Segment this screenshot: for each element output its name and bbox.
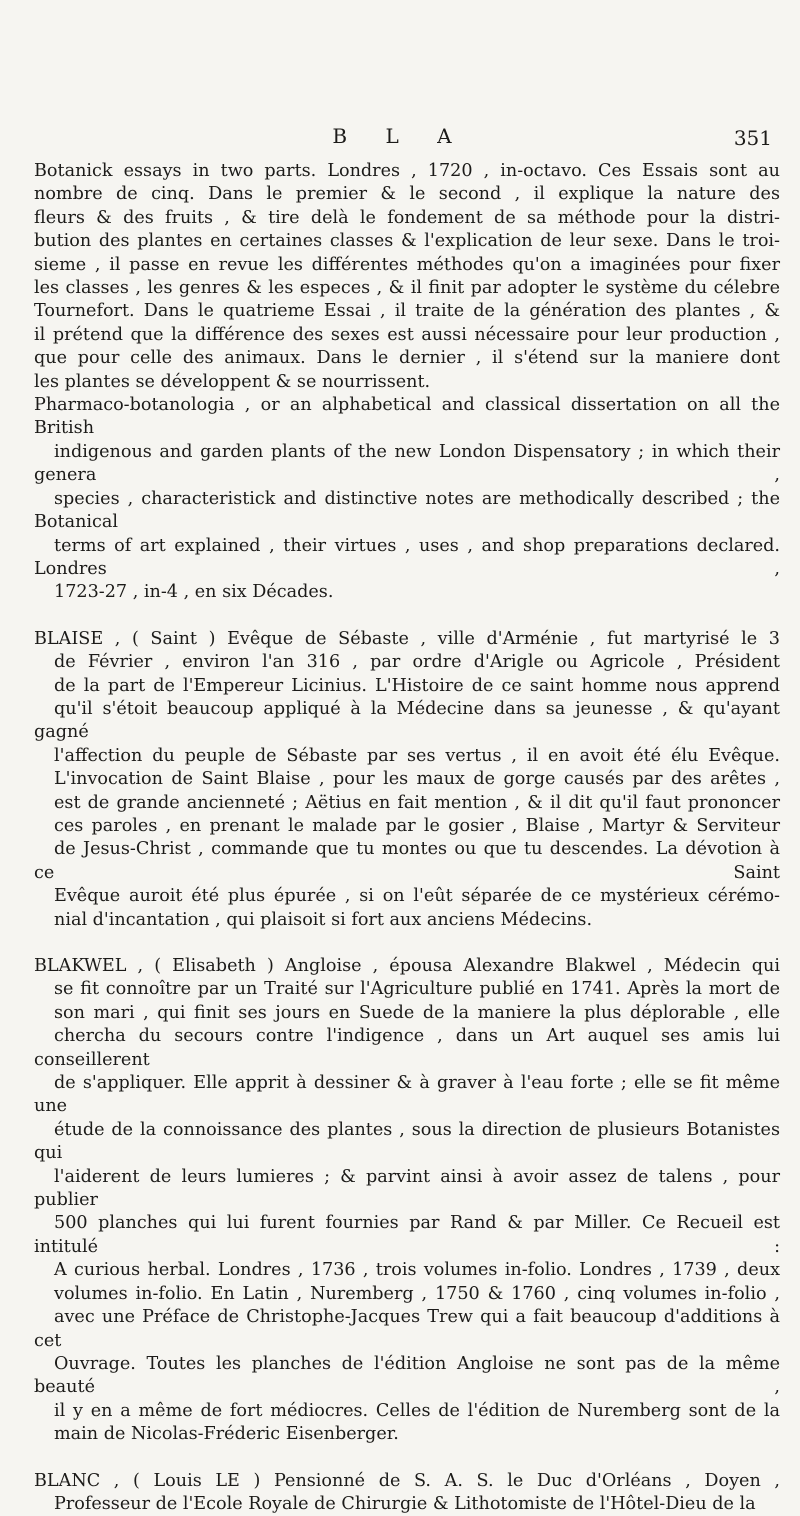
body-text (34, 160, 780, 1516)
text-line: Botanick essays in two parts. Londres , 1720 , in-octavo. Ces Essais sont au (34, 161, 780, 181)
entry-blanc (34, 1470, 780, 1516)
text-line: Evêque auroit été plus épurée , si on l'eût séparée de ce mystérieux cérémo- (54, 886, 780, 907)
text-line: BLAKWEL , ( Elisabeth ) Angloise , épousa Alexandre Blakwel , Médecin qui (34, 956, 780, 976)
text-line: de Février , environ l'an 316 , par ordre d'Arigle ou Agricole , Président (54, 652, 780, 673)
paragraph-botanick-essays (34, 160, 780, 394)
text-line: Pharmaco-botanologia , or an alphabetical and classical dissertation on all the British (34, 395, 780, 439)
text-line: indigenous and garden plants of the new London Dispensatory ; in which their genera , (34, 441, 780, 486)
text-line: de s'appliquer. Elle apprit à dessiner & à graver à l'eau forte ; elle se fit même une (34, 1073, 780, 1117)
text-line: terms of art explained , their virtues , uses , and shop preparations declared. Londres , (34, 535, 780, 579)
text-line: BLANC , ( Louis LE ) Pensionné de S. A. S. le Duc d'Orléans , Doyen , (34, 1470, 780, 1491)
text-line: avec une Préface de Christophe-Jacques Trew qui a fait beaucoup d'additions à cet (34, 1307, 780, 1351)
entry-blaise (34, 628, 780, 932)
text-line: il y en a même de fort médiocres. Celles de l'édition de Nuremberg sont de la (54, 1400, 780, 1421)
text-line: species , characteristick and distinctive notes are methodically described ; the Botanical (34, 488, 780, 533)
text-line: se fit connoître par un Traité sur l'Agriculture publié en 1741. Après la mort de (54, 979, 780, 1000)
running-head: B L A (332, 124, 468, 148)
text-line: nial d'incantation , qui plaisoit si fort aux anciens Médecins. (54, 909, 593, 930)
text-line: les classes , les genres & les especes , & il finit par adopter le système du célebre (34, 278, 780, 299)
page-number: 351 (733, 126, 772, 150)
text-line: BLAISE , ( Saint ) Evêque de Sébaste , ville d'Arménie , fut martyrisé le 3 (34, 628, 780, 649)
text-line: 1723-27 , in-4 , en six Décades. (54, 582, 334, 603)
text-line: sieme , il passe en revue les différentes méthodes qu'on a imaginées pour fixer (34, 254, 780, 275)
text-line: Professeur de l'Ecole Royale de Chirurgie & Lithotomiste de l'Hôtel-Dieu de la (54, 1493, 756, 1514)
text-line: l'affection du peuple de Sébaste par ses vertus , il en avoit été élu Evêque. (54, 745, 780, 766)
text-line: son mari , qui finit ses jours en Suede de la maniere la plus déplorable , elle (54, 1002, 780, 1023)
paragraph-pharmaco-botanologia (34, 394, 780, 605)
text-line: Ouvrage. Toutes les planches de l'édition Angloise ne sont pas de la même beauté , (34, 1353, 780, 1398)
text-line: est de grande ancienneté ; Aëtius en fait mention , & il dit qu'il faut prononcer (54, 792, 780, 813)
text-line: ces paroles , en prenant le malade par le gosier , Blaise , Martyr & Serviteur (54, 815, 780, 836)
page-header (0, 124, 800, 154)
text-line: L'invocation de Saint Blaise , pour les maux de gorge causés par des arêtes , (54, 769, 780, 790)
text-line: bution des plantes en certaines classes & l'explication de leur sexe. Dans le troi- (34, 231, 780, 252)
text-line: fleurs & des fruits , & tire delà le fondement de sa méthode pour la distri- (34, 207, 780, 228)
text-line: les plantes se développent & se nourrissent. (34, 371, 431, 392)
text-line: nombre de cinq. Dans le premier & le second , il explique la nature des (34, 184, 780, 205)
text-line: étude de la connoissance des plantes , sous la direction de plusieurs Botanistes qui (34, 1119, 780, 1164)
text-line: de Jesus-Christ , commande que tu montes ou que tu descendes. La dévotion à ce Saint (34, 839, 780, 883)
text-line: de la part de l'Empereur Licinius. L'Histoire de ce saint homme nous apprend (54, 675, 780, 696)
text-line: main de Nicolas-Fréderic Eisenberger. (54, 1424, 399, 1445)
entry-blakwel (34, 955, 780, 1447)
text-line: volumes in-folio. En Latin , Nuremberg , 1750 & 1760 , cinq volumes in-folio , (54, 1283, 780, 1304)
text-line: chercha du secours contre l'indigence , dans un Art auquel ses amis lui conseillerent (34, 1026, 780, 1070)
text-line: que pour celle des animaux. Dans le dernier , il s'étend sur la maniere dont (34, 348, 780, 369)
text-line: Tournefort. Dans le quatrieme Essai , il traite de la génération des plantes , & (34, 301, 780, 322)
text-line: qu'il s'étoit beaucoup appliqué à la Médecine dans sa jeunesse , & qu'ayant gagné (34, 698, 780, 743)
text-line: il prétend que la différence des sexes est aussi nécessaire pour leur production , (34, 324, 780, 345)
text-line: 500 planches qui lui furent fournies par Rand & par Miller. Ce Recueil est intitulé : (34, 1213, 780, 1257)
text-line: l'aiderent de leurs lumieres ; & parvint ainsi à avoir assez de talens , pour publier (34, 1166, 780, 1211)
text-line: A curious herbal. Londres , 1736 , trois volumes in-folio. Londres , 1739 , deux (54, 1260, 780, 1281)
